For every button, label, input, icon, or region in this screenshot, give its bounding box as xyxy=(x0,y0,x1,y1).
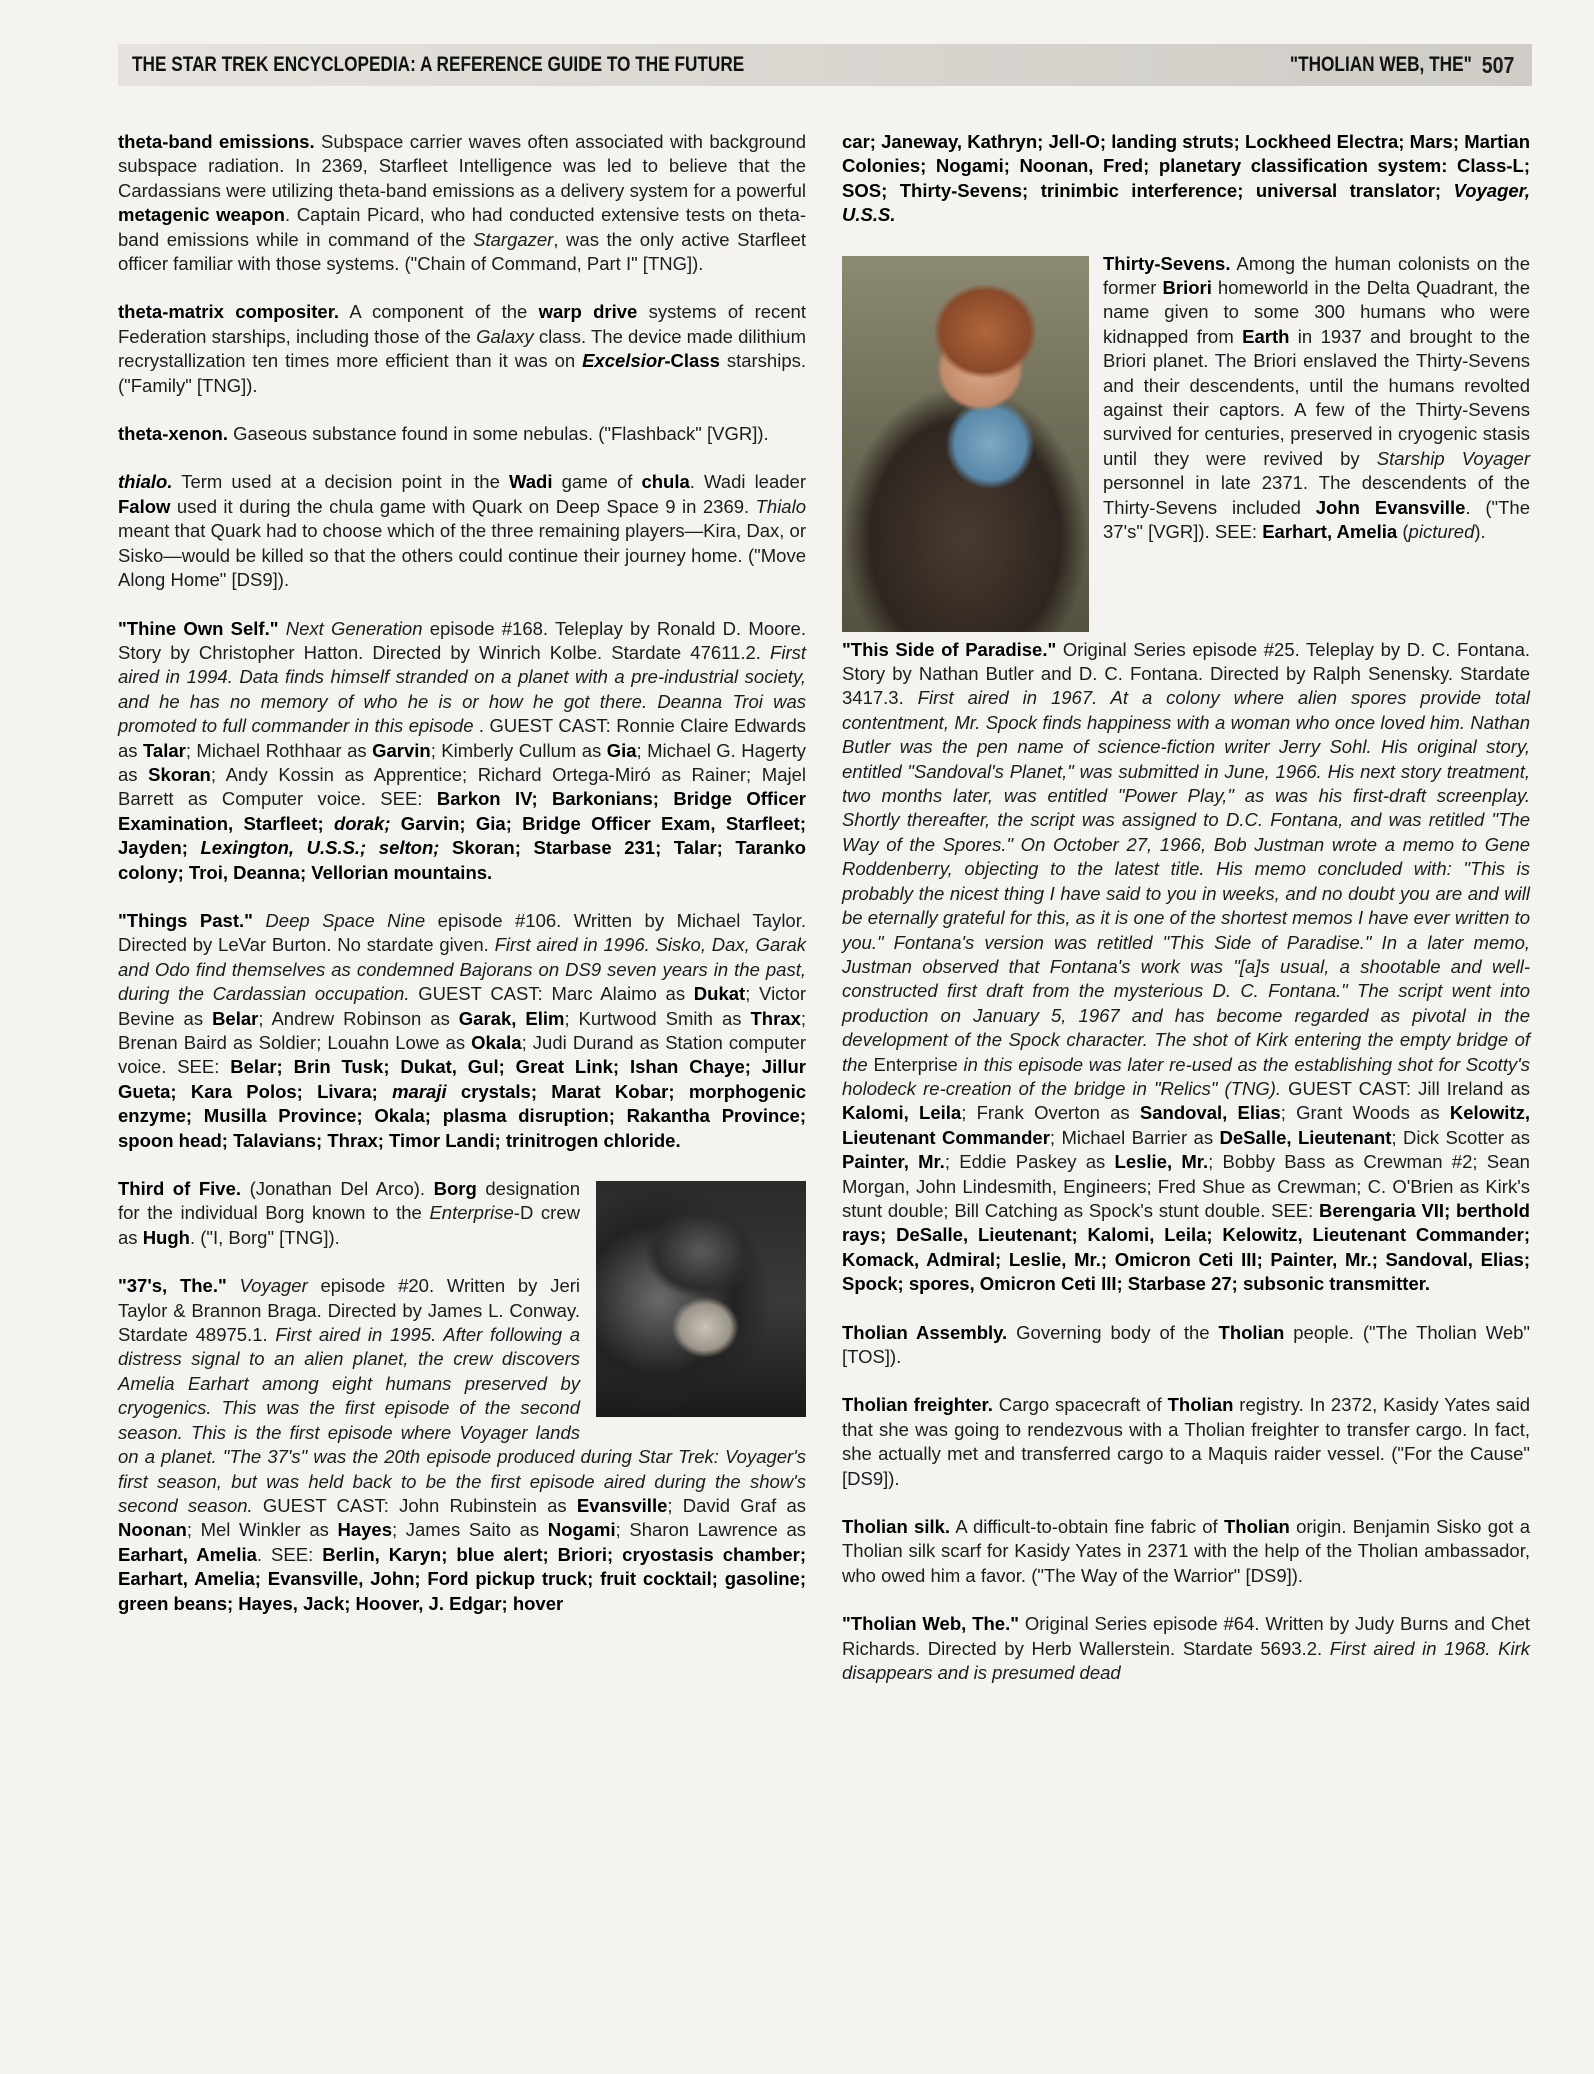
cross-ref: Noonan xyxy=(118,1519,187,1541)
entry-theta-xenon xyxy=(118,422,806,446)
text: GUEST CAST: Marc Alaimo as xyxy=(409,983,694,1005)
cross-ref: chula xyxy=(641,471,690,493)
italic-text: Stargazer xyxy=(473,228,554,250)
text: Governing body of the xyxy=(1007,1321,1219,1343)
text: ; Judi Durand as Station computer voice. SEE: xyxy=(118,1032,806,1078)
cross-ref: Lexington, U.S.S.; selton; xyxy=(200,837,440,859)
text: ; Bobby Bass as Crewman #2; Sean Morgan, John Lindesmith, Engineers; Fred Shue as Crewman; C. O'Brien as Kirk's stunt double; Bill Catching as Spock's stunt double. SEE: xyxy=(842,1151,1530,1221)
cross-ref: Nogami xyxy=(547,1519,616,1541)
italic-text: Starship Voyager xyxy=(1376,447,1530,469)
cross-ref: -Class xyxy=(664,350,720,372)
text: used it during the chula game with Quark on Deep Space 9 in 2369. xyxy=(170,495,756,517)
headword: "Thine Own Self." xyxy=(118,617,279,639)
cross-ref: Voyager, U.S.S. xyxy=(842,179,1530,226)
text: in 1937 and brought to the Briori planet. The Briori enslaved the Thirty-Sevens and their descendents, until the humans revolted against their captors. A few of the Thirty-Sevens survived for centuries, preserved in cryogenic stasis until they were revived by xyxy=(1103,325,1530,469)
entry-continuation xyxy=(842,130,1530,228)
text: Original Series episode #64. Written by Judy Burns and Chet Richards. Directed by Herb Wallerstein. Stardate 5693.2. xyxy=(842,1613,1530,1659)
text: ; Michael Barrier as xyxy=(1049,1126,1220,1148)
text: game of xyxy=(552,471,642,493)
cross-ref: Earhart, Amelia xyxy=(1262,521,1398,543)
cross-ref: Briori xyxy=(1162,277,1212,299)
cross-ref: DeSalle, Lieutenant xyxy=(1219,1126,1392,1148)
entry-tholian-silk xyxy=(842,1515,1530,1588)
text: homeworld in the Delta Quadrant, the name given to some 300 humans who were kidnapped from xyxy=(1103,277,1530,347)
left-column xyxy=(118,130,806,1640)
entry-thine-own-self xyxy=(118,617,806,885)
cross-ref: car; Janeway, Kathryn; Jell-O; landing struts; Lockheed Electra; Mars; Martian Colonies; Nogami; Noonan, Fred; planetary classification system: Class-L; SOS; Thirty-Sevens; trinimbic interference; universal translator; xyxy=(842,131,1530,201)
text: episode #20. Written by Jeri Taylor & Brannon Braga. Directed by James L. Conway. Stardate 48975.1. xyxy=(118,1275,580,1346)
text: ; Andy Kossin as Apprentice; Richard Ortega-Miró as Rainer; Majel Barrett as Computer voice. SEE: xyxy=(118,763,806,810)
headword: "This Side of Paradise." xyxy=(842,638,1057,660)
text: episode #168. Teleplay by Ronald D. Moore. Story by Christopher Hatton. Directed by Winrich Kolbe. Stardate 47611.2. xyxy=(118,617,806,663)
text: people. ("The Tholian Web" [TOS]). xyxy=(842,1321,1530,1367)
text: ; Andrew Robinson as xyxy=(258,1007,459,1029)
text: , was the only active Starfleet officer familiar with those systems. ("Chain of Command, Part I" [TNG]). xyxy=(118,228,806,275)
entry-tholian-assembly xyxy=(842,1321,1530,1370)
text: . Captain Picard, who had conducted extensive tests on theta-band emissions while in command of the xyxy=(118,204,807,250)
text: ; Eddie Paskey as xyxy=(944,1151,1115,1173)
italic-text: Next Generation xyxy=(278,617,423,639)
text: ; James Saito as xyxy=(391,1519,548,1541)
cross-ref: Berlin, Karyn; blue alert; Briori; cryostasis chamber; Earhart, Amelia; Evansville, John; Ford pickup truck; fruit cocktail; gasoline; green beans; Hayes, Jack; Hoover, J. Edgar; hover xyxy=(118,1543,806,1614)
text: ; Kimberly Cullum as xyxy=(430,739,607,761)
text: episode #106. Written by Michael Taylor. Directed by LeVar Burton. No stardate given. xyxy=(118,909,806,956)
text: GUEST CAST: John Rubinstein as xyxy=(252,1494,577,1516)
text: ; Mel Winkler as xyxy=(186,1519,338,1541)
text: . Wadi leader xyxy=(689,471,806,493)
cross-ref: Borg xyxy=(433,1178,477,1200)
text: ; Michael Rothhaar as xyxy=(185,739,373,761)
text: ; Kurtwood Smith as xyxy=(564,1007,751,1029)
text: class. The device made dilithium recrystallization ten times more efficient than it was on xyxy=(118,325,806,372)
headword: "Things Past." xyxy=(118,909,253,931)
cross-ref: Falow xyxy=(118,495,171,517)
text: . ("The 37's" [VGR]). SEE: xyxy=(1103,496,1530,543)
cross-ref: Hayes xyxy=(337,1519,392,1541)
right-column xyxy=(842,130,1530,1709)
text: ; Michael G. Hagerty as xyxy=(118,739,807,785)
cross-ref: Skoran xyxy=(148,763,211,785)
cross-ref: Earhart, Amelia xyxy=(118,1543,257,1565)
entry-this-side-of-paradise xyxy=(842,638,1530,1297)
cross-ref: Gia xyxy=(606,739,637,761)
text: ). xyxy=(1474,521,1486,543)
text: . ("I, Borg" [TNG]). xyxy=(189,1226,340,1248)
cross-ref: maraji xyxy=(392,1080,447,1102)
text: GUEST CAST: Jill Ireland as xyxy=(1281,1077,1530,1099)
text: ; Frank Overton as xyxy=(961,1102,1140,1124)
italic-text: pictured xyxy=(1408,521,1475,543)
cross-ref: Tholian xyxy=(1224,1516,1290,1538)
headword: Thirty-Sevens. xyxy=(1103,252,1231,274)
text: ; Victor Bevine as xyxy=(118,983,807,1029)
text: A component of the xyxy=(339,301,539,323)
italic-text: First aired in 1996. Sisko, Dax, Garak and Odo find themselves as condemned Bajorans on DS9 seven years in the past, during the Cardassian occupation. xyxy=(118,934,807,1005)
photo-hugh-borg xyxy=(596,1181,806,1417)
text: registry. In 2372, Kasidy Yates said that she was going to rendezvous with a Tholian freighter to transfer cargo. In fact, she actually met and transferred cargo to a Maquis raider vessel. ("For the Cause" [DS9]). xyxy=(842,1394,1530,1489)
italic-text: First aired in 1967. At a colony where alien spores provide total contentment, Mr. Spock finds happiness with a woman who once loved him. Nathan Butler was the pen name of science-fiction writer Jerry Sohl. His original story, entitled "Sandoval's Planet," was submitted in June, 1966. His next story treatment, two months later, was entitled "Power Play," as was his first-draft screenplay. Shortly thereafter, the script was assigned to D.C. Fontana, and was retitled "The Way of the Spores." On October 27, 1966, Bob Justman wrote a memo to Gene Roddenberry, objecting to the latest title. His memo concluded with: "This is probably the nicest thing I have said to you in weeks, and no doubt you are and will be eternally grateful for this, as it is one of the shortest memos I have ever written to you." Fontana's version was retitled "This Side of Paradise." In a later memo, Justman observed that Fontana's work was "[a]s usual, a shootable and well-constructed first draft from the mysterious D. C. Fontana." The script went into production on January 5, 1967 and has become regarded as pivotal in the development of the Spock character. The shot of Kirk entering the empty bridge of the xyxy=(842,687,1530,1075)
entry-thialo xyxy=(118,470,806,592)
entry-tholian-freighter xyxy=(842,1393,1530,1491)
cross-ref: Skoran; Starbase 231; Talar; Taranko colony; Troi, Deanna; Vellorian mountains. xyxy=(118,837,806,883)
text: ; David Graf as xyxy=(667,1494,806,1516)
text: ; Sharon Lawrence as xyxy=(615,1519,806,1541)
cross-ref: Garvin; Gia; Bridge Officer Exam, Starfleet; Jayden; xyxy=(118,812,807,859)
cross-ref: John Evansville xyxy=(1315,496,1466,518)
cross-ref: Garvin xyxy=(372,739,431,761)
italic-text: Deep Space Nine xyxy=(252,909,426,931)
cross-ref: warp drive xyxy=(538,301,638,323)
running-header xyxy=(118,44,1532,86)
italic-text: First aired in 1968. Kirk disappears and is presumed dead xyxy=(842,1637,1530,1684)
headword: thialo. xyxy=(118,471,173,493)
headword: theta-band emissions. xyxy=(118,131,315,152)
entry-things-past xyxy=(118,909,806,1153)
cross-ref: Excelsior xyxy=(582,350,665,372)
guide-word: "THOLIAN WEB, THE" xyxy=(1290,53,1472,76)
cross-ref: Thrax xyxy=(750,1007,801,1029)
headword: Tholian Assembly. xyxy=(842,1321,1008,1343)
text: origin. Benjamin Sisko got a Tholian silk scarf for Kasidy Yates in 2371 with the help of the Tholian ambassador, who owed him a favor. ("The Way of the Warrior" [DS9]). xyxy=(842,1516,1530,1586)
page-number: 507 xyxy=(1481,52,1514,78)
cross-ref: dorak; xyxy=(333,812,391,834)
text: personnel in late 2371. The descendents of the Thirty-Sevens included xyxy=(1103,472,1530,518)
text: Gaseous substance found in some nebulas. ("Flashback" [VGR]). xyxy=(227,423,769,445)
text: designation for the individual Borg known to the xyxy=(118,1178,581,1224)
italic-text: Voyager xyxy=(226,1275,308,1297)
entry-theta-matrix-compositer xyxy=(118,300,806,398)
book-title: THE STAR TREK ENCYCLOPEDIA: A REFERENCE GUIDE TO THE FUTURE xyxy=(132,53,745,76)
cross-ref: Berengaria VII; berthold rays; DeSalle, Lieutenant; Kalomi, Leila; Kelowitz, Lieutenant Commander; Komack, Admiral; Leslie, Mr.; Omicron Ceti III; Painter, Mr.; Sandoval, Elias; Spock; spores, Omicron Ceti III; Starbase 27; subsonic transmitter. xyxy=(842,1199,1530,1295)
headword: "Tholian Web, The." xyxy=(842,1613,1019,1635)
cross-ref: Earth xyxy=(1242,325,1290,347)
cross-ref: Tholian xyxy=(1218,1321,1285,1343)
italic-text: Enterprise xyxy=(429,1202,514,1224)
cross-ref: Painter, Mr. xyxy=(842,1151,945,1173)
italic-text: Thialo xyxy=(755,495,806,517)
text: -D crew as xyxy=(118,1202,580,1248)
text: Cargo spacecraft of xyxy=(992,1394,1168,1416)
text: ; Brenan Baird as Soldier; Louahn Lowe as xyxy=(118,1007,806,1053)
text: systems of recent Federation starships, including those of the xyxy=(118,301,806,347)
cross-ref: Garak, Elim xyxy=(458,1007,565,1029)
entry-tholian-web xyxy=(842,1612,1530,1685)
italic-text: First aired in 1994. Data finds himself stranded on a planet with a pre-industrial society, and he has no memory of who he is or how he got there. Deanna Troi was promoted to full commander in this episode xyxy=(118,641,806,737)
cross-ref: Wadi xyxy=(508,471,553,493)
text: ( xyxy=(1397,521,1409,543)
entry-theta-band-emissions xyxy=(118,130,806,276)
cross-ref: Kalomi, Leila xyxy=(842,1102,962,1124)
headword: Tholian freighter. xyxy=(842,1394,993,1416)
text: A difficult-to-obtain fine fabric of xyxy=(950,1516,1224,1538)
headword: Third of Five. xyxy=(118,1178,241,1200)
text: Term used at a decision point in the xyxy=(172,471,509,493)
cross-ref: Belar; Brin Tusk; Dukat, Gul; Great Link; Ishan Chaye; Jillur Gueta; Kara Polos; Livara; xyxy=(118,1056,806,1102)
cross-ref: Hugh xyxy=(142,1226,190,1248)
text: Original Series episode #25. Teleplay by D. C. Fontana. Story by Nathan Butler and D. C. Fontana. Directed by Ralph Senensky. Stardate 3417.3. xyxy=(842,638,1531,709)
cross-ref: Okala xyxy=(471,1032,522,1053)
text: Among the human colonists on the former xyxy=(1103,252,1530,299)
headword: theta-matrix compositer. xyxy=(118,301,340,323)
headword: theta-xenon. xyxy=(118,423,228,445)
italic-text: in this episode was later re-used as the establishing shot for Scotty's holodeck re-creation of the bridge in "Relics" (TNG). xyxy=(842,1053,1530,1099)
text: (Jonathan Del Arco). xyxy=(241,1178,434,1200)
text: Enterprise xyxy=(873,1053,958,1075)
cross-ref: Tholian xyxy=(1167,1394,1234,1416)
text: . SEE: xyxy=(256,1543,323,1565)
text: ; Grant Woods as xyxy=(1280,1102,1450,1124)
text: ; Dick Scotter as xyxy=(1391,1126,1531,1148)
cross-ref: Kelowitz, Lieutenant Commander xyxy=(842,1102,1530,1148)
cross-ref: metagenic weapon xyxy=(118,204,285,226)
cross-ref: Sandoval, Elias xyxy=(1139,1102,1281,1124)
text: meant that Quark had to choose which of the three remaining players—Kira, Dax, or Sisko—would be killed so that the others could continue their journey home. ("Move Along Home" [DS9]). xyxy=(118,520,806,591)
cross-ref: crystals; Marat Kobar; morphogenic enzyme; Musilla Province; Okala; plasma disruption; Rakantha Province; spoon head; Talavians; Thrax; Timor Landi; trinitrogen chloride. xyxy=(118,1080,807,1151)
cross-ref: Talar xyxy=(142,739,186,761)
text: Subspace carrier waves often associated with background subspace radiation. In 2369, Starfleet Intelligence was led to believe that the Cardassians were utilizing theta-band emissions as a delivery system for a powerful xyxy=(118,131,806,201)
cross-ref: Barkon IV; Barkonians; Bridge Officer Examination, Starfleet; xyxy=(118,788,806,834)
cross-ref: Dukat xyxy=(693,983,746,1005)
text: starships. ("Family" [TNG]). xyxy=(118,350,807,396)
cross-ref: Leslie, Mr. xyxy=(1114,1151,1209,1173)
cross-ref: Belar xyxy=(212,1007,259,1029)
text: . GUEST CAST: Ronnie Claire Edwards as xyxy=(118,715,806,761)
headword: "37's, The." xyxy=(118,1275,227,1297)
italic-text: Galaxy xyxy=(476,325,534,347)
photo-amelia-earhart xyxy=(842,256,1089,632)
headword: Tholian silk. xyxy=(842,1516,951,1538)
cross-ref: Evansville xyxy=(576,1494,668,1516)
italic-text: First aired in 1995. After following a distress signal to an alien planet, the crew discovers Amelia Earhart among eight humans preserved by cryogenics. This was the first episode of the second season. This is the first episode where Voyager lands on a planet. "The 37's" was the 20th episode produced during Star Trek: Voyager's first season, but was held back to be the first episode aired during the show's second season. xyxy=(118,1324,806,1516)
